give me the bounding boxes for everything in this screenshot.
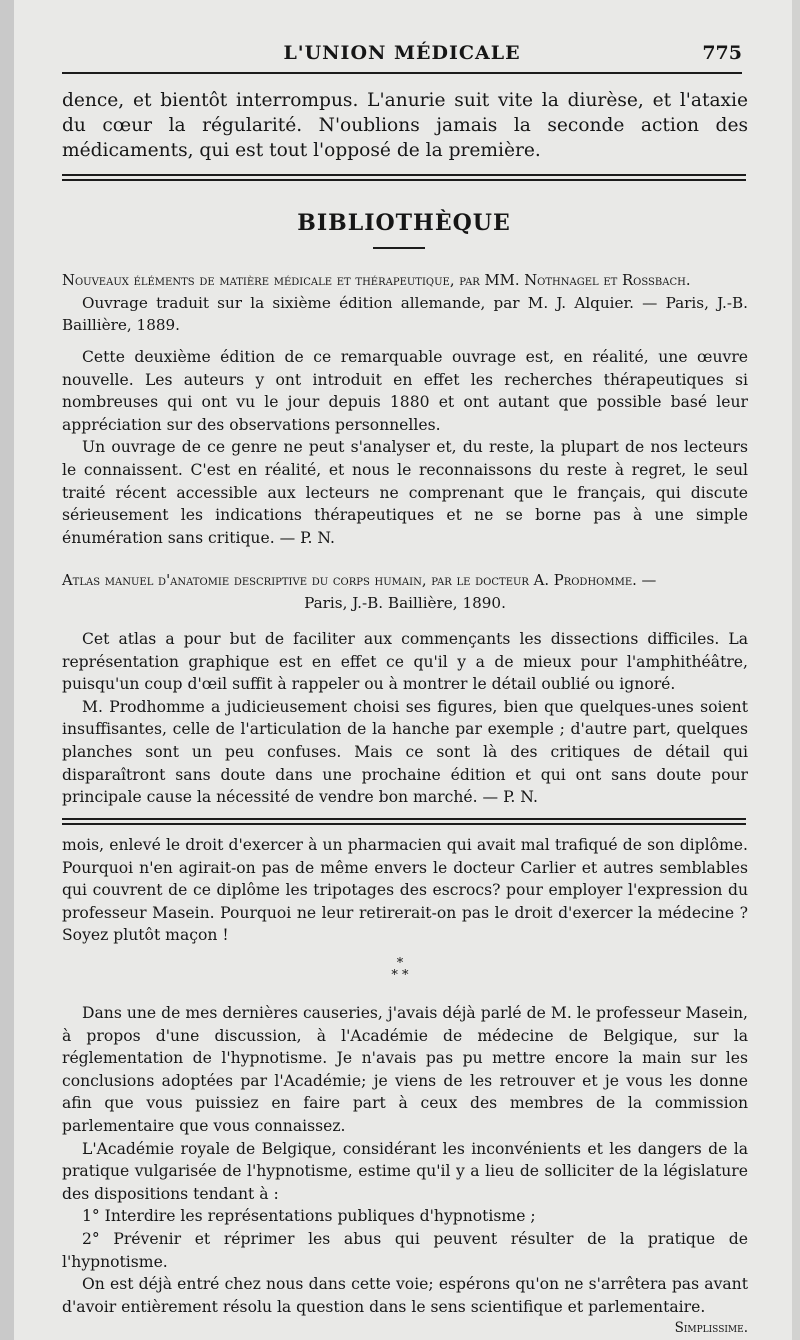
title-underline: [373, 247, 425, 249]
intro-paragraph-block: [62, 88, 748, 163]
review-paragraph: Un ouvrage de ce genre ne peut s'analyser et, du reste, la plupart de nos lecteurs le connaissent. C'est en réalité, et nous le reconnaissons du reste à regret, le seul traité récent accessible aux lecteurs ne comprenant que le français, qui discute sérieusement les indications thérapeutiques et ne se borne pas à une simple énumération sans critique. — P. N.: [62, 438, 748, 547]
causerie-section: [62, 1002, 748, 1336]
review-reference-details: Paris, J.-B. Baillière, 1890.: [304, 594, 506, 612]
asterism: [0, 958, 800, 982]
continuation-paragraph: mois, enlevé le droit d'exercer à un pharmacien qui avait mal trafiqué de son diplôme. Pourquoi n'en agirait-on pas de même envers le docteur Carlier et autres semblables qui couvrent de ce diplôme les tripotages des escrocs? pour employer l'expression du professeur Masein. Pourquoi ne leur retirerait-on pas le droit d'exercer la médecine ? Soyez plutôt maçon !: [62, 836, 748, 945]
section-title: BIBLIOTHÈQUE: [297, 210, 511, 236]
review-paragraph: Cette deuxième édition de ce remarquable ouvrage est, en réalité, une œuvre nouvelle. Les auteurs y ont introduit en effet les recherches thérapeutiques si nombreuses qui ont vu le jour depuis 1880 et ont autant que possible basé leur appréciation sur des observations personnelles.: [62, 348, 748, 434]
review-prodhomme: [62, 570, 748, 809]
list-item: 1° Interdire les représentations publiques d'hypnotisme ;: [82, 1207, 536, 1226]
causerie-paragraph: L'Académie royale de Belgique, considérant les inconvénients et les dangers de la pratique vulgarisée de l'hypnotisme, estime qu'il y a lieu de solliciter de la législature des dispositions tendant à :: [62, 1139, 748, 1203]
review-paragraph: Cet atlas a pour but de faciliter aux commençants les dissections difficiles. La représentation graphique est en effet ce qu'il y a de mieux pour l'amphithéâtre, puisqu'un coup d'œil suffit à rappeler ou à montrer le détail oublié ou ignoré.: [62, 630, 748, 694]
intro-paragraph: dence, et bientôt interrompus. L'anurie suit vite la diurèse, et l'ataxie du cœur la régularité. N'oublions jamais la seconde action des médicaments, qui est tout l'opposé de la première.: [62, 90, 748, 161]
review-paragraph: M. Prodhomme a judicieusement choisi ses figures, bien que quelques-unes soient insuffisantes, celle de l'articulation de la hanche par exemple ; d'autre part, quelques planches sont un peu confuses. Mais ce sont là des critiques de détail qui disparaîtront sans doute dans une prochaine édition et qui ont sans doute pour principale cause la nécessité de vendre bon marché. — P. N.: [62, 697, 748, 807]
review-reference-title: Nouveaux éléments de matière médicale et thérapeutique, par MM. Nothnagel et Rossbach.: [62, 272, 691, 289]
asterism-top: *: [396, 956, 404, 971]
causerie-paragraph: Dans une de mes dernières causeries, j'avais déjà parlé de M. le professeur Masein, à propos d'une discussion, à l'Académie de médecine de Belgique, sur la réglementation de l'hypnotisme. Je n'avais pas pu mettre encore la main sur les conclusions adoptées par l'Académie; je viens de les retrouver et je vous les donne afin que vous puissiez en faire part à ceux des membres de la commission parlementaire que vous connaissez.: [62, 1004, 748, 1135]
list-item: 2° Prévenir et réprimer les abus qui peuvent résulter de la pratique de l'hypnotisme.: [62, 1229, 748, 1271]
feuilleton-divider: [62, 818, 746, 825]
page-number: 775: [702, 42, 742, 64]
running-header: [62, 42, 742, 72]
causerie-paragraph: On est déjà entré chez nous dans cette voie; espérons qu'on ne s'arrêtera pas avant d'avoir entièrement résolu la question dans le sens scientifique et parlementaire.: [62, 1275, 748, 1316]
review-reference-title: Atlas manuel d'anatomie descriptive du corps humain, par le docteur A. Prodhomme. —: [62, 572, 657, 589]
author-signature: Simplissime.: [674, 1320, 748, 1337]
review-nothnagel: [62, 270, 748, 549]
review-reference-details: Ouvrage traduit sur la sixième édition allemande, par M. J. Alquier. — Paris, J.-B. Baillière, 1889.: [62, 294, 748, 334]
feuilleton-continuation: [62, 834, 748, 947]
page-edge-shadow: [792, 0, 800, 1340]
journal-title: L'UNION MÉDICALE: [283, 42, 521, 64]
section-divider: [62, 174, 746, 181]
asterism-bottom: * *: [391, 968, 409, 983]
header-rule: [62, 72, 742, 74]
page-gutter-shadow: [0, 0, 14, 1340]
